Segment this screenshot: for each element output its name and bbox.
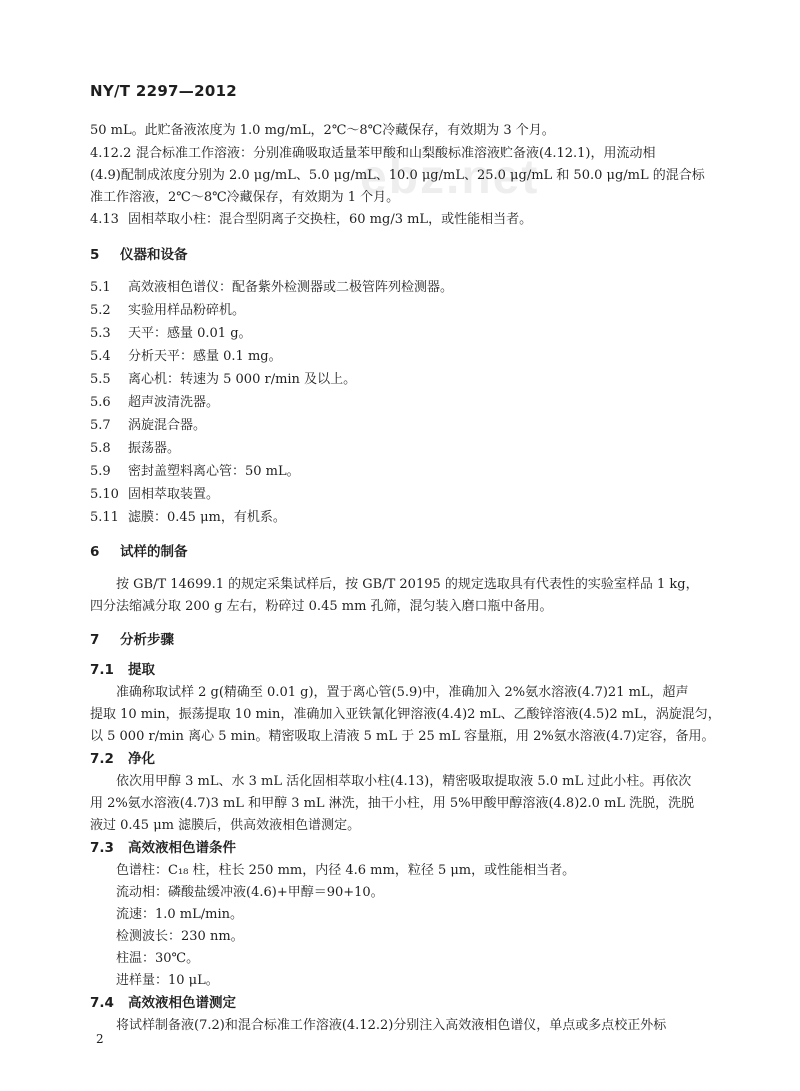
clause-5-10: 5.10 固相萃取装置。 xyxy=(90,487,220,502)
clause-5-7: 5.7 涡旋混合器。 xyxy=(90,418,207,433)
text-line: 流速：1.0 mL/min。 xyxy=(116,907,244,922)
subsection-7-1-title: 7.1 提取 xyxy=(90,662,155,678)
text-line: 液过 0.45 μm 滤膜后，供高效液相色谱测定。 xyxy=(90,818,361,833)
clause-5-3: 5.3 天平：感量 0.01 g。 xyxy=(90,326,252,341)
text-line: 四分法缩减分取 200 g 左右，粉碎过 0.45 mm 孔筛，混匀装入磨口瓶中备用。 xyxy=(90,599,553,614)
clause-4-12-2: 4.12.2 混合标准工作溶液：分别准确吸取适量苯甲酸和山梨酸标准溶液贮备液(4.12.1)，用流动相 xyxy=(90,146,656,161)
text-line: 准确称取试样 2 g(精确至 0.01 g)，置于离心管(5.9)中，准确加入 2%氨水溶液(4.7)21 mL，超声 xyxy=(116,685,689,700)
section-6-title: 6 试样的制备 xyxy=(90,544,188,560)
watermark: ebz.net xyxy=(360,151,540,204)
section-5-title: 5 仪器和设备 xyxy=(90,247,188,263)
clause-5-6: 5.6 超声波清洗器。 xyxy=(90,395,220,410)
text-line: 以 5 000 r/min 离心 5 min。精密吸取上清液 5 mL 于 25 mL 容量瓶，用 2%氨水溶液(4.7)定容，备用。 xyxy=(90,729,715,744)
clause-5-2: 5.2 实验用样品粉碎机。 xyxy=(90,303,246,318)
section-7-title: 7 分析步骤 xyxy=(90,632,174,648)
clause-5-4: 5.4 分析天平：感量 0.1 mg。 xyxy=(90,349,282,364)
clause-5-9: 5.9 密封盖塑料离心管：50 mL。 xyxy=(90,464,300,479)
page-number: 2 xyxy=(96,1032,104,1046)
clause-5-8: 5.8 振荡器。 xyxy=(90,441,181,456)
subsection-7-2-title: 7.2 净化 xyxy=(90,751,155,767)
clause-4-13: 4.13 固相萃取小柱：混合型阴离子交换柱，60 mg/3 mL，或性能相当者。 xyxy=(90,212,533,227)
text-line: 色谱柱：C₁₈ 柱，柱长 250 mm，内径 4.6 mm，粒径 5 μm，或性能相当者。 xyxy=(116,863,576,878)
text-line: (4.9)配制成浓度分别为 2.0 μg/mL、5.0 μg/mL、10.0 μg/mL、25.0 μg/mL 和 50.0 μg/mL 的混合标 xyxy=(90,168,705,183)
text-line: 进样量：10 μL。 xyxy=(116,973,219,988)
subsection-7-4-title: 7.4 高效液相色谱测定 xyxy=(90,995,236,1011)
text-line: 用 2%氨水溶液(4.7)3 mL 和甲醇 3 mL 淋洗，抽干小柱，用 5%甲酸甲醇溶液(4.8)2.0 mL 洗脱，洗脱 xyxy=(90,796,695,811)
text-line: 柱温：30℃。 xyxy=(116,951,200,966)
text-line: 检测波长：230 nm。 xyxy=(116,929,244,944)
text-line: 依次用甲醇 3 mL、水 3 mL 活化固相萃取小柱(4.13)，精密吸取提取液 5.0 mL 过此小柱。再依次 xyxy=(116,774,692,789)
subsection-7-3-title: 7.3 高效液相色谱条件 xyxy=(90,840,236,856)
clause-5-5: 5.5 离心机：转速为 5 000 r/min 及以上。 xyxy=(90,372,357,387)
standard-code: NY/T 2297—2012 xyxy=(90,82,238,100)
clause-5-11: 5.11 滤膜：0.45 μm，有机系。 xyxy=(90,510,286,525)
text-line: 50 mL。此贮备液浓度为 1.0 mg/mL，2℃～8℃冷藏保存，有效期为 3 个月。 xyxy=(90,123,555,138)
text-line: 准工作溶液，2℃～8℃冷藏保存，有效期为 1 个月。 xyxy=(90,190,400,205)
text-line: 提取 10 min，振荡提取 10 min，准确加入亚铁氰化钾溶液(4.4)2 mL、乙酸锌溶液(4.5)2 mL，涡旋混匀， xyxy=(90,707,721,722)
text-line: 将试样制备液(7.2)和混合标准工作溶液(4.12.2)分别注入高效液相色谱仪，单点或多点校正外标 xyxy=(116,1018,667,1033)
text-line: 按 GB/T 14699.1 的规定采集试样后，按 GB/T 20195 的规定选取具有代表性的实验室样品 1 kg， xyxy=(116,577,699,592)
clause-5-1: 5.1 高效液相色谱仪：配备紫外检测器或二极管阵列检测器。 xyxy=(90,280,454,295)
text-line: 流动相：磷酸盐缓冲液(4.6)+甲醇＝90+10。 xyxy=(116,885,384,900)
